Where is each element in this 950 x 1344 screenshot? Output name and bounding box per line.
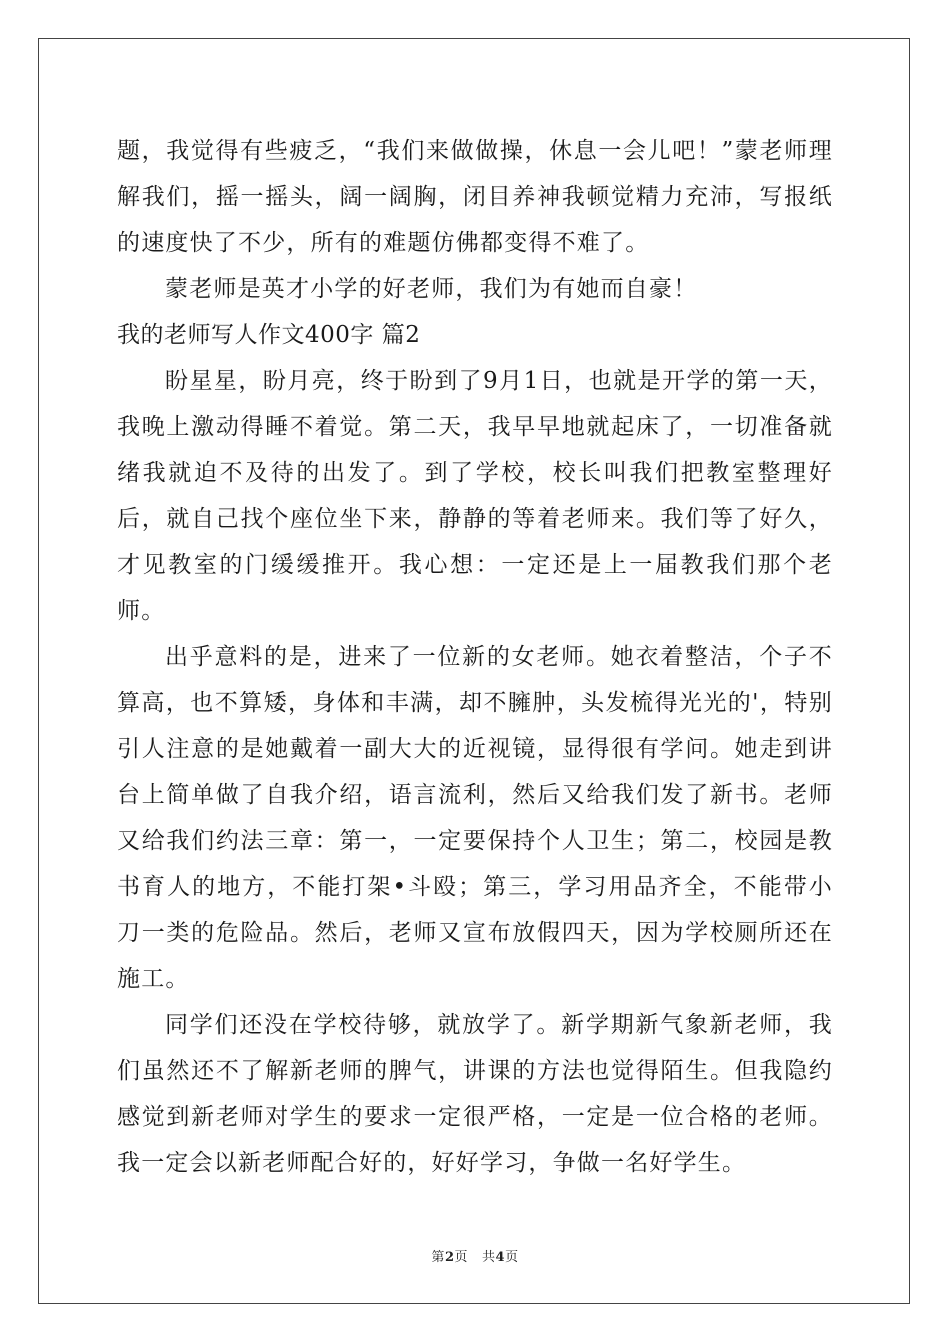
paragraph: 同学们还没在学校待够，就放学了。新学期新气象新老师，我们虽然还不了解新老师的脾气，讲课的方法也觉得陌生。但我隐约感觉到新老师对学生的要求一定很严格，一定是一位合格的老师。我一定会以新老师配合好的，好好学习，争做一名好学生。 [117,1012,833,1176]
total-prefix: 共 [482,1250,496,1265]
paragraph: 盼星星，盼月亮，终于盼到了9月1日，也就是开学的第一天，我晚上激动得睡不着觉。第二天，我早早地就起床了，一切准备就绪我就迫不及待的出发了。到了学校，校长叫我们把教室整理好后，就自己找个座位坐下来，静静的等着老师来。我们等了好久，才见教室的门缓缓推开。我心想：一定还是上一届教我们那个老师。 [117,368,833,624]
paragraph-continuation: 题，我觉得有些疲乏，“我们来做做操，休息一会儿吧！”蒙老师理解我们，摇一摇头，阔一阔胸，闭目养神我顿觉精力充沛，写报纸的速度快了不少，所有的难题仿佛都变得不难了。 [117,138,833,256]
section-heading: 我的老师写人作文400字 篇2 [117,322,421,348]
paragraph: 蒙老师是英才小学的好老师，我们为有她而自豪！ [165,276,698,302]
total-suffix: 页 [505,1250,519,1265]
page-footer [0,1246,950,1265]
current-page-number: 2 [444,1250,455,1265]
total-page-number: 4 [495,1250,506,1265]
page-suffix: 页 [454,1250,468,1265]
paragraph: 出乎意料的是，进来了一位新的女老师。她衣着整洁，个子不算高，也不算矮，身体和丰满，却不臃肿，头发梳得光光的'，特别引人注意的是她戴着一副大大的近视镜，显得很有学问。她走到讲台上简单做了自我介绍，语言流利，然后又给我们发了新书。老师又给我们约法三章：第一，一定要保持个人卫生；第二，校园是教书育人的地方，不能打架•斗殴；第三，学习用品齐全，不能带小刀一类的危险品。然后，老师又宣布放假四天，因为学校厕所还在施工。 [117,644,833,992]
page-prefix: 第 [431,1250,445,1265]
document-body [117,128,833,1186]
